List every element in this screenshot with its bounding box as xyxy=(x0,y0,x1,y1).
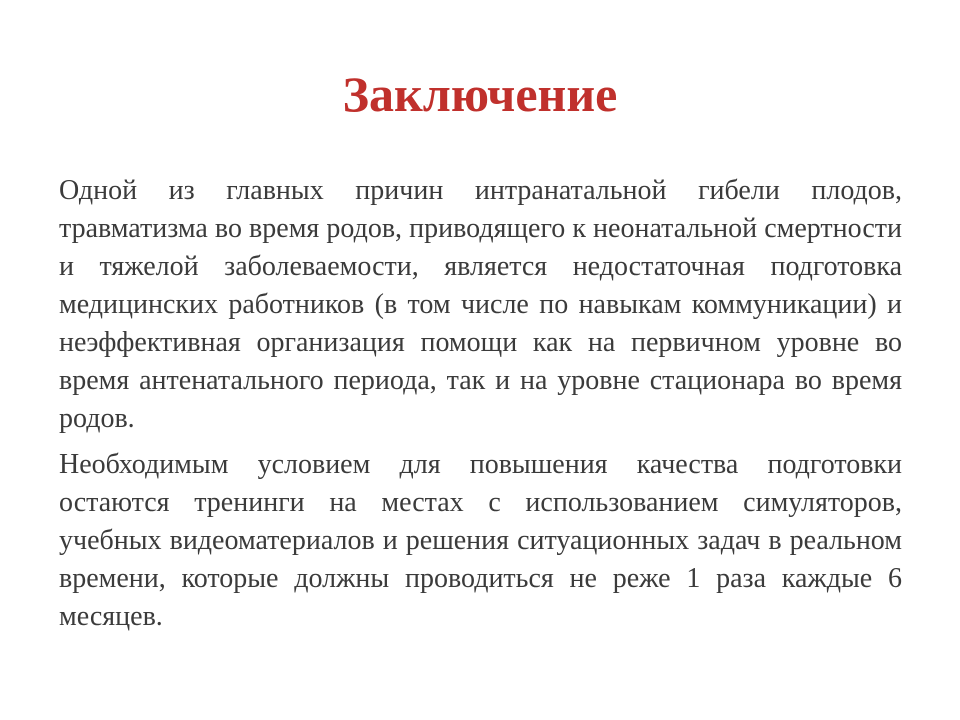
slide-body xyxy=(59,172,902,636)
body-paragraph-2: Необходимым условием для повышения качества подготовки остаются тренинги на местах с использованием симуляторов, учебных видеоматериалов и решения ситуационных задач в реальном времени, которые должны проводиться не реже 1 раза каждые 6 месяцев. xyxy=(59,449,902,632)
slide-title: Заключение xyxy=(342,66,618,122)
body-paragraph-1: Одной из главных причин интранатальной гибели плодов, травматизма во время родов, приводящего к неонатальной смертности и тяжелой заболеваемости, является недостаточная подготовка медицинских работников (в том числе по навыкам коммуникации) и неэффективная организация помощи как на первичном уровне во время антенатального периода, так и на уровне стационара во время родов. xyxy=(59,175,902,434)
